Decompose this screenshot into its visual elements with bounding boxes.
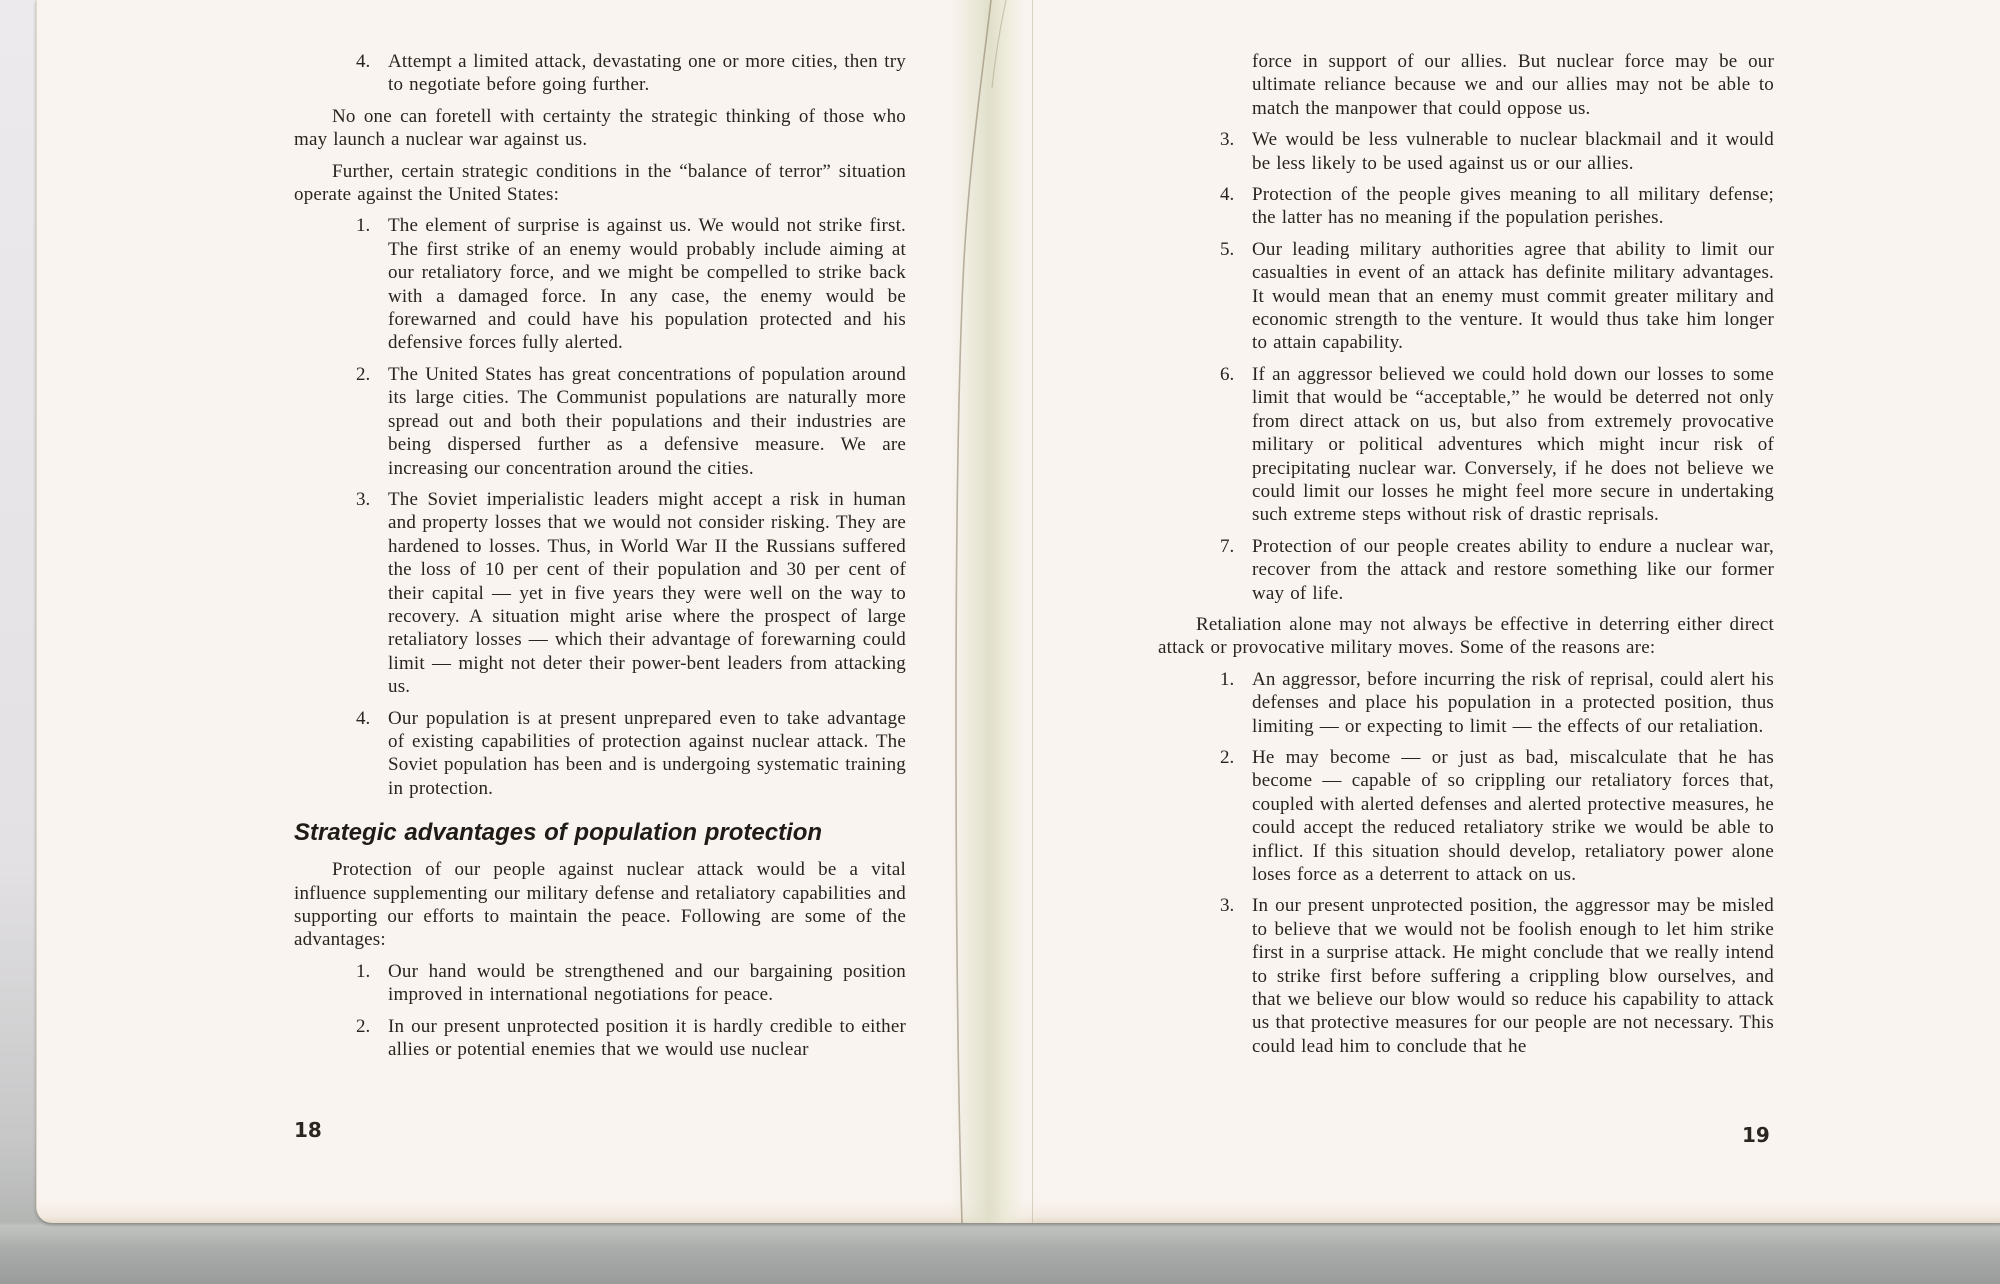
list-item <box>1220 238 1774 355</box>
list-item <box>356 707 906 801</box>
list-item-number: 1. <box>356 960 371 982</box>
list-item-number: 2. <box>356 363 371 385</box>
list-item-number: 5. <box>1220 238 1235 260</box>
list-item-text: We would be less vulnerable to nuclear blackmail and it would be less likely to be used against us or our allies. <box>1252 129 1774 174</box>
list-item-number: 2. <box>1220 746 1235 768</box>
list-item-text: The United States has great concentrations of population around its large cities. The Communist populations are naturally more spread out and both their populations and their industries are being dispersed further as a defensive measure. We are increasing our concentration around the cities. <box>388 363 906 479</box>
list-item <box>356 960 906 1007</box>
paragraph: Further, certain strategic conditions in the “balance of terror” situation operate against the United States: <box>294 160 906 206</box>
list-item-text: Protection of our people creates ability to endure a nuclear war, recover from the attack and restore something like our former way of life. <box>1252 535 1774 604</box>
list-item <box>1220 183 1774 230</box>
page-number-right: 19 <box>1742 1123 1770 1147</box>
list-item-number: 2. <box>356 1015 371 1037</box>
list-item <box>1220 363 1774 527</box>
paragraph: Retaliation alone may not always be effective in deterring either direct attack or provocative military moves. Some of the reasons are: <box>1158 613 1774 659</box>
list-item-text: Attempt a limited attack, devastating one or more cities, then try to negotiate before going further. <box>388 51 906 96</box>
list-item <box>1220 746 1774 886</box>
list-item-number: 4. <box>356 51 371 72</box>
list-item-text: Our hand would be strengthened and our bargaining position improved in international negotiations for peace. <box>388 960 906 1006</box>
list-item-text: Our population is at present unprepared even to take advantage of existing capabilities of protection against nuclear attack. The Soviet population has been and is undergoing systematic training in protection. <box>388 707 906 799</box>
list-item <box>356 1015 906 1062</box>
list-item-number: 7. <box>1220 535 1235 557</box>
list-item-text: An aggressor, before incurring the risk of reprisal, could alert his defenses and place his population in a protected position, thus limiting — or expecting to limit — the effects of our retaliation. <box>1252 668 1774 737</box>
section-heading: Strategic advantages of population protection <box>294 819 823 847</box>
paragraph: Protection of our people against nuclear attack would be a vital influence supplementing our military defense and retaliatory capabilities and supporting our efforts to maintain the peace. Following are some of the advantages: <box>294 859 906 951</box>
list-item-number: 3. <box>356 488 371 510</box>
list-item-text: In our present unprotected position it is hardly credible to either allies or potential enemies that we would use nuclear <box>388 1015 906 1061</box>
list-item-number: 1. <box>1220 668 1235 690</box>
list-item <box>356 50 906 97</box>
list-item <box>1220 535 1774 605</box>
list-item <box>356 363 906 480</box>
page-right-content <box>1158 50 1774 1066</box>
paragraph: No one can foretell with certainty the strategic thinking of those who may launch a nuclear war against us. <box>294 105 906 151</box>
list-item-text: force in support of our allies. But nuclear force may be our ultimate reliance because we and our allies may not be able to match the manpower that could oppose us. <box>1252 51 1774 119</box>
list-item <box>1220 894 1774 1058</box>
list-item-number: 6. <box>1220 363 1235 385</box>
page-number-left: 18 <box>294 1118 322 1142</box>
list-item-number: 3. <box>1220 895 1235 917</box>
list-item <box>1220 128 1774 175</box>
list-item-number: 3. <box>1220 129 1235 151</box>
list-item <box>356 214 906 354</box>
list-item-text: He may become — or just as bad, miscalculate that he has become — capable of so crippling our retaliatory forces that, coupled with alerted defenses and alerted protective measures, he could accept the reduced retaliatory strike we would be able to inflict. If this situation should develop, retaliatory power alone loses force as a deterrent to attack on us. <box>1252 746 1774 885</box>
list-item-text: Our leading military authorities agree that ability to limit our casualties in event of an attack has definite military advantages. It would mean that an enemy must commit greater military and economic strength to the venture. It would thus take him longer to attain capability. <box>1252 238 1774 354</box>
list-item <box>356 488 906 699</box>
continuation-text <box>1252 50 1774 120</box>
list-item-number: 1. <box>356 215 371 237</box>
page-left-content <box>294 50 906 1069</box>
list-item-text: If an aggressor believed we could hold down our losses to some limit that would be “acceptable,” he would be deterred not only from direct attack on us, but also from extremely provocative military or political adventures which might incur risk of precipitating nuclear war. Conversely, if he does not believe we could limit our losses he might feel more secure in undertaking such extreme steps without risk of drastic reprisals. <box>1252 363 1774 526</box>
list-item-number: 4. <box>1220 184 1235 206</box>
list-item-text: The Soviet imperialistic leaders might accept a risk in human and property losses that we would not consider risking. They are hardened to losses. Thus, in World War II the Russians suffered the loss of 10 per cent of their population and 30 per cent of their capital — yet in five years they were well on the way to recovery. A situation might arise where the prospect of large retaliatory losses — which their advantage of forewarning could limit — might not deter their power-bent leaders from attacking us. <box>388 488 906 698</box>
list-item-text: In our present unprotected position, the aggressor may be misled to believe that we would not be foolish enough to let him strike first in a surprise attack. He might conclude that we really intend to strike first before suffering a crippling blow ourselves, and that we believe our blow would so reduce his capability to attack us that protective measures for our people are not necessary. This could lead him to conclude that he <box>1252 895 1774 1057</box>
list-item-number: 4. <box>356 707 371 729</box>
list-item-text: The element of surprise is against us. We would not strike first. The first strike of an enemy would probably include aiming at our retaliatory force, and we might be compelled to strike back with a damaged force. In any case, the enemy would be forewarned and could have his population protected and his defensive forces fully alerted. <box>388 215 906 354</box>
list-item-text: Protection of the people gives meaning to all military defense; the latter has no meaning if the population perishes. <box>1252 184 1774 229</box>
list-item <box>1220 668 1774 738</box>
